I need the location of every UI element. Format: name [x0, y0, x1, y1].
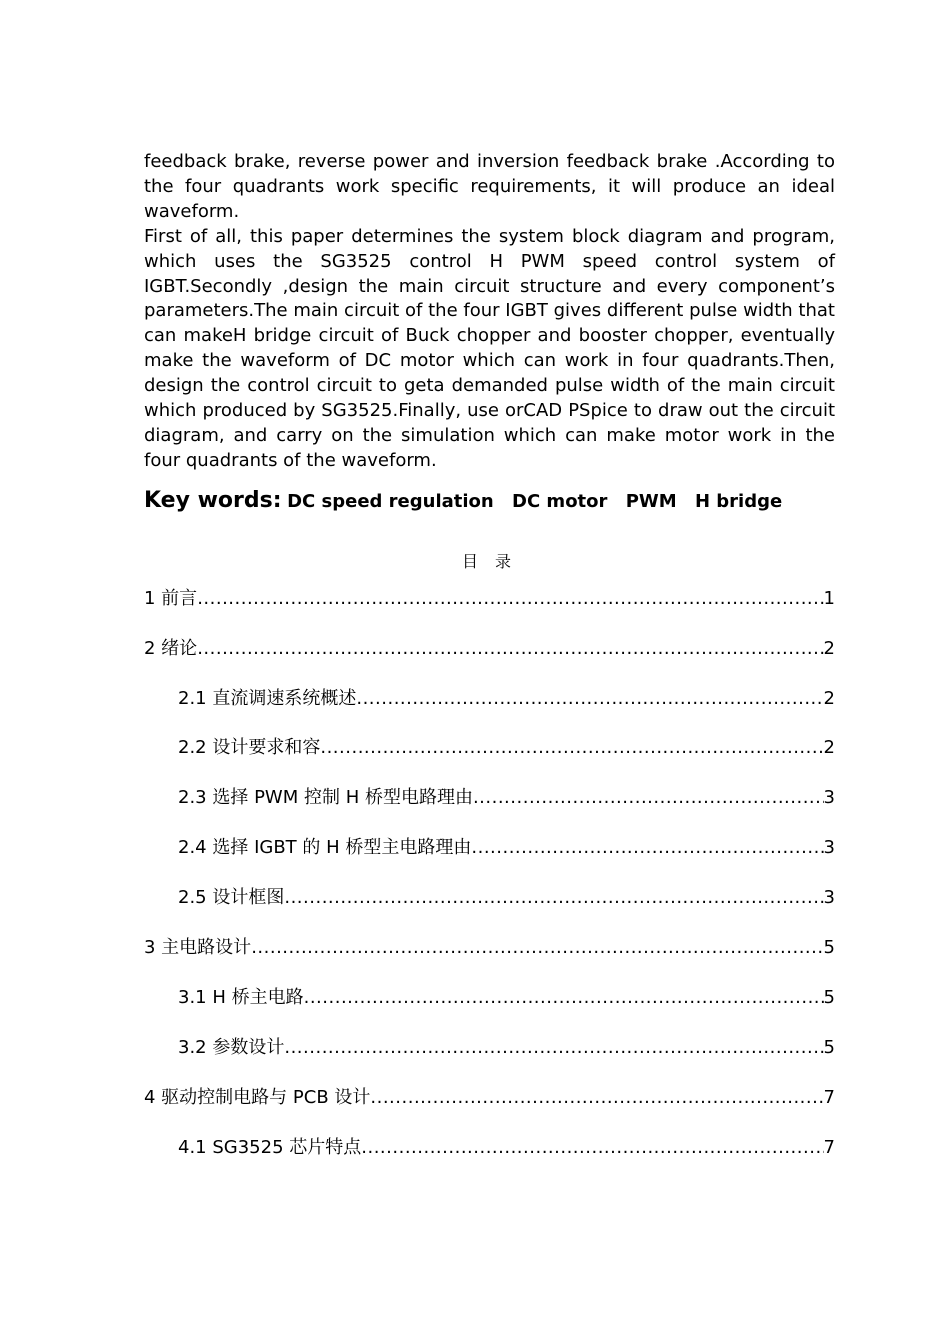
toc-leader-dots	[197, 587, 823, 611]
abstract-paragraph-1: feedback brake, reverse power and inversion feedback brake .According to the four quadrants work specific requirements, it will produce an ideal waveform.	[144, 151, 835, 222]
toc-entry-label: 2.5 设计框图	[178, 887, 285, 909]
table-of-contents	[144, 587, 835, 1186]
toc-entry-label: 2.2 设计要求和容	[178, 737, 321, 759]
toc-entry[interactable]	[144, 1086, 835, 1136]
toc-entry-page: 3	[823, 837, 835, 859]
toc-entry-label: 3.2 参数设计	[178, 1036, 285, 1058]
toc-entry[interactable]	[144, 637, 835, 687]
toc-entry-page: 5	[823, 986, 835, 1008]
keywords-line	[144, 488, 835, 513]
toc-entry-label: 2.1 直流调速系统概述	[178, 687, 357, 709]
toc-entry-page: 3	[823, 887, 835, 909]
toc-entry-page: 7	[823, 1086, 835, 1108]
toc-entry[interactable]	[144, 886, 835, 936]
toc-leader-dots	[197, 637, 823, 661]
toc-entry-page: 2	[823, 737, 835, 759]
keyword: PWM	[625, 490, 677, 512]
toc-leader-dots	[284, 1036, 823, 1060]
toc-entry-page: 1	[823, 587, 835, 609]
toc-entry[interactable]	[144, 1036, 835, 1086]
toc-entry[interactable]	[144, 687, 835, 737]
toc-leader-dots	[284, 886, 823, 910]
toc-entry[interactable]	[144, 986, 835, 1036]
toc-entry-page: 3	[823, 787, 835, 809]
toc-entry-page: 7	[823, 1136, 835, 1158]
toc-entry-label: 3 主电路设计	[144, 937, 252, 959]
toc-entry[interactable]	[144, 936, 835, 986]
toc-title: 目 录	[461, 551, 518, 571]
toc-entry[interactable]	[144, 587, 835, 637]
toc-leader-dots	[471, 836, 823, 860]
keyword: DC motor	[512, 490, 608, 512]
toc-entry[interactable]	[144, 836, 835, 886]
toc-entry-page: 2	[823, 637, 835, 659]
toc-leader-dots	[251, 936, 823, 960]
keywords-label: Key words:	[144, 487, 282, 513]
toc-leader-dots	[320, 736, 823, 760]
keywords-list	[287, 491, 794, 512]
toc-entry-label: 4 驱动控制电路与 PCB 设计	[144, 1086, 371, 1108]
abstract-paragraph-2: First of all, this paper determines the system block diagram and program, which uses the SG3525 control H PWM speed control system of IGBT.Secondly ,design the main circuit structure and every component’s parameters.The main circuit of the four IGBT gives different pulse width that can makeH bridge circuit of Buck chopper and booster chopper, eventually make the waveform of DC motor which can work in four quadrants.Then, design the control circuit to geta demanded pulse width of the main circuit which produced by SG3525.Finally, use orCAD PSpice to draw out the circuit diagram, and carry on the simulation which can make motor work in the four quadrants of the waveform.	[144, 225, 835, 471]
abstract-section	[144, 150, 835, 513]
toc-leader-dots	[370, 1086, 823, 1110]
toc-leader-dots	[356, 687, 823, 711]
toc-leader-dots	[304, 986, 824, 1010]
toc-entry-label: 4.1 SG3525 芯片特点	[178, 1136, 362, 1158]
toc-entry-label: 2 绪论	[144, 637, 198, 659]
toc-entry-label: 1 前言	[144, 587, 198, 609]
toc-entry-page: 5	[823, 1036, 835, 1058]
toc-entry-label: 2.4 选择 IGBT 的 H 桥型主电路理由	[178, 837, 472, 859]
toc-leader-dots	[361, 1136, 823, 1160]
toc-entry[interactable]	[144, 736, 835, 786]
toc-leader-dots	[473, 786, 824, 810]
toc-entry-page: 5	[823, 937, 835, 959]
toc-entry-page: 2	[823, 687, 835, 709]
document-page	[144, 150, 835, 1185]
keyword: DC speed regulation	[287, 490, 494, 512]
toc-entry[interactable]	[144, 786, 835, 836]
toc-entry[interactable]	[144, 1136, 835, 1186]
toc-entry-label: 2.3 选择 PWM 控制 H 桥型电路理由	[178, 787, 473, 809]
keyword: H bridge	[694, 490, 783, 512]
toc-entry-label: 3.1 H 桥主电路	[178, 986, 304, 1008]
